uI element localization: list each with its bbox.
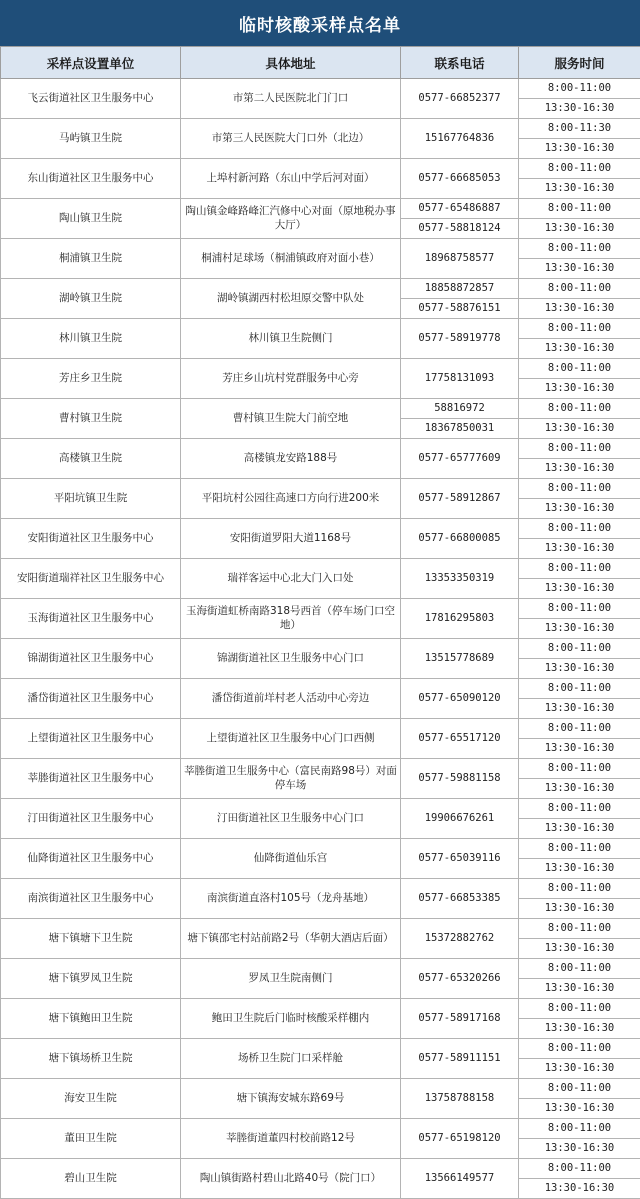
site-unit: 南滨街道社区卫生服务中心 [1,879,181,919]
site-phone-secondary: 0577-58876151 [401,299,519,319]
service-time-afternoon: 13:30-16:30 [519,179,640,199]
header-service-time: 服务时间 [519,47,640,79]
site-phone: 15372882762 [401,919,519,959]
site-unit: 塘下镇场桥卫生院 [1,1039,181,1079]
service-time-afternoon: 13:30-16:30 [519,299,640,319]
service-time-morning: 8:00-11:00 [519,759,640,779]
site-address: 林川镇卫生院侧门 [181,319,401,359]
site-address: 芳庄乡山坑村党群服务中心旁 [181,359,401,399]
site-phone: 0577-59881158 [401,759,519,799]
table-row [1,919,640,939]
site-address: 仙降街道仙乐宫 [181,839,401,879]
table-row [1,279,640,299]
site-phone: 0577-65777609 [401,439,519,479]
table-row [1,679,640,699]
site-unit: 上望街道社区卫生服务中心 [1,719,181,759]
table-row [1,599,640,619]
site-address: 玉海街道虹桥南路318号西首（停车场门口空地） [181,599,401,639]
service-time-morning: 8:00-11:00 [519,679,640,699]
site-phone: 13353350319 [401,559,519,599]
table-row [1,479,640,499]
site-phone: 0577-65320266 [401,959,519,999]
table-row [1,1159,640,1179]
service-time-morning: 8:00-11:00 [519,319,640,339]
site-unit: 汀田街道社区卫生服务中心 [1,799,181,839]
service-time-afternoon: 13:30-16:30 [519,619,640,639]
service-time-morning: 8:00-11:00 [519,959,640,979]
service-time-morning: 8:00-11:00 [519,239,640,259]
site-phone-secondary: 18367850031 [401,419,519,439]
site-address: 陶山镇街路村碧山北路40号（院门口） [181,1159,401,1199]
service-time-morning: 8:00-11:00 [519,359,640,379]
service-time-morning: 8:00-11:00 [519,1159,640,1179]
site-phone: 58816972 [401,399,519,419]
service-time-morning: 8:00-11:00 [519,639,640,659]
site-phone-secondary: 0577-58818124 [401,219,519,239]
service-time-afternoon: 13:30-16:30 [519,1059,640,1079]
page-title: 临时核酸采样点名单 [0,0,640,46]
service-time-morning: 8:00-11:00 [519,559,640,579]
header-address: 具体地址 [181,47,401,79]
site-unit: 林川镇卫生院 [1,319,181,359]
site-address: 罗凤卫生院南侧门 [181,959,401,999]
service-time-afternoon: 13:30-16:30 [519,739,640,759]
site-phone: 13758788158 [401,1079,519,1119]
site-unit: 高楼镇卫生院 [1,439,181,479]
service-time-morning: 8:00-11:00 [519,1079,640,1099]
service-time-afternoon: 13:30-16:30 [519,979,640,999]
table-row [1,239,640,259]
service-time-afternoon: 13:30-16:30 [519,899,640,919]
service-time-morning: 8:00-11:00 [519,519,640,539]
site-unit: 东山街道社区卫生服务中心 [1,159,181,199]
table-row [1,639,640,659]
site-address: 塘下镇海安城东路69号 [181,1079,401,1119]
service-time-morning: 8:00-11:00 [519,1119,640,1139]
site-phone: 0577-66685053 [401,159,519,199]
site-unit: 海安卫生院 [1,1079,181,1119]
service-time-afternoon: 13:30-16:30 [519,579,640,599]
site-unit: 湖岭镇卫生院 [1,279,181,319]
service-time-afternoon: 13:30-16:30 [519,779,640,799]
table-row [1,879,640,899]
site-phone: 17758131093 [401,359,519,399]
table-row [1,159,640,179]
table-row [1,839,640,859]
site-phone: 15167764836 [401,119,519,159]
service-time-morning: 8:00-11:00 [519,839,640,859]
service-time-afternoon: 13:30-16:30 [519,459,640,479]
site-unit: 安阳街道社区卫生服务中心 [1,519,181,559]
site-unit: 芳庄乡卫生院 [1,359,181,399]
site-phone: 0577-58911151 [401,1039,519,1079]
site-unit: 锦湖街道社区卫生服务中心 [1,639,181,679]
service-time-morning: 8:00-11:00 [519,199,640,219]
site-unit: 莘塍街道社区卫生服务中心 [1,759,181,799]
site-address: 市第三人民医院大门口外（北边） [181,119,401,159]
table-row [1,439,640,459]
site-phone: 0577-65486887 [401,199,519,219]
table-row [1,799,640,819]
site-unit: 塘下镇罗凤卫生院 [1,959,181,999]
site-unit: 陶山镇卫生院 [1,199,181,239]
site-phone: 19906676261 [401,799,519,839]
table-row [1,1079,640,1099]
service-time-morning: 8:00-11:00 [519,399,640,419]
service-time-morning: 8:00-11:00 [519,479,640,499]
service-time-afternoon: 13:30-16:30 [519,419,640,439]
site-address: 汀田街道社区卫生服务中心门口 [181,799,401,839]
table-row [1,319,640,339]
site-unit: 碧山卫生院 [1,1159,181,1199]
table-row [1,79,640,99]
service-time-morning: 8:00-11:00 [519,279,640,299]
site-address: 平阳坑村公园往高速口方向行进200米 [181,479,401,519]
site-address: 潘岱街道前垟村老人活动中心旁边 [181,679,401,719]
site-address: 场桥卫生院门口采样舱 [181,1039,401,1079]
site-phone: 0577-65090120 [401,679,519,719]
site-address: 锦湖街道社区卫生服务中心门口 [181,639,401,679]
site-unit: 玉海街道社区卫生服务中心 [1,599,181,639]
service-time-afternoon: 13:30-16:30 [519,1019,640,1039]
service-time-afternoon: 13:30-16:30 [519,499,640,519]
table-row [1,199,640,219]
site-unit: 潘岱街道社区卫生服务中心 [1,679,181,719]
site-phone: 13515778689 [401,639,519,679]
table-row [1,559,640,579]
table-body [1,79,640,1199]
site-unit: 塘下镇鲍田卫生院 [1,999,181,1039]
site-address: 鲍田卫生院后门临时核酸采样棚内 [181,999,401,1039]
header-unit: 采样点设置单位 [1,47,181,79]
table-row [1,359,640,379]
service-time-afternoon: 13:30-16:30 [519,819,640,839]
site-phone: 0577-65198120 [401,1119,519,1159]
table-row [1,119,640,139]
site-phone: 0577-65517120 [401,719,519,759]
service-time-afternoon: 13:30-16:30 [519,539,640,559]
service-time-afternoon: 13:30-16:30 [519,379,640,399]
service-time-afternoon: 13:30-16:30 [519,699,640,719]
service-time-afternoon: 13:30-16:30 [519,939,640,959]
service-time-morning: 8:00-11:00 [519,159,640,179]
site-unit: 马屿镇卫生院 [1,119,181,159]
service-time-morning: 8:00-11:00 [519,799,640,819]
site-address: 安阳街道罗阳大道1168号 [181,519,401,559]
site-address: 桐浦村足球场（桐浦镇政府对面小巷） [181,239,401,279]
site-address: 上望街道社区卫生服务中心门口西侧 [181,719,401,759]
service-time-afternoon: 13:30-16:30 [519,859,640,879]
site-address: 曹村镇卫生院大门前空地 [181,399,401,439]
site-unit: 桐浦镇卫生院 [1,239,181,279]
service-time-afternoon: 13:30-16:30 [519,1099,640,1119]
sampling-sites-table [0,46,640,1199]
table-row [1,959,640,979]
table-row [1,719,640,739]
service-time-morning: 8:00-11:00 [519,719,640,739]
service-time-morning: 8:00-11:00 [519,999,640,1019]
site-address: 湖岭镇湖西村松坦原交警中队处 [181,279,401,319]
site-unit: 安阳街道瑞祥社区卫生服务中心 [1,559,181,599]
site-unit: 仙降街道社区卫生服务中心 [1,839,181,879]
service-time-morning: 8:00-11:00 [519,1039,640,1059]
site-address: 莘塍街道卫生服务中心（富民南路98号）对面停车场 [181,759,401,799]
site-address: 市第二人民医院北门门口 [181,79,401,119]
site-phone: 13566149577 [401,1159,519,1199]
service-time-afternoon: 13:30-16:30 [519,139,640,159]
table-row [1,399,640,419]
site-address: 陶山镇金峰路峰汇汽修中心对面（原地税办事大厅） [181,199,401,239]
table-row [1,1119,640,1139]
service-time-afternoon: 13:30-16:30 [519,219,640,239]
service-time-afternoon: 13:30-16:30 [519,1139,640,1159]
service-time-afternoon: 13:30-16:30 [519,259,640,279]
site-unit: 平阳坑镇卫生院 [1,479,181,519]
site-phone: 17816295803 [401,599,519,639]
site-phone: 0577-58912867 [401,479,519,519]
site-phone: 0577-66852377 [401,79,519,119]
service-time-morning: 8:00-11:00 [519,79,640,99]
site-phone: 0577-65039116 [401,839,519,879]
service-time-morning: 8:00-11:00 [519,439,640,459]
header-phone: 联系电话 [401,47,519,79]
site-unit: 飞云街道社区卫生服务中心 [1,79,181,119]
service-time-morning: 8:00-11:00 [519,879,640,899]
table-row [1,1039,640,1059]
table-row [1,999,640,1019]
site-address: 高楼镇龙安路188号 [181,439,401,479]
service-time-morning: 8:00-11:00 [519,919,640,939]
site-address: 上埠村新河路（东山中学后河对面） [181,159,401,199]
site-unit: 塘下镇塘下卫生院 [1,919,181,959]
site-unit: 曹村镇卫生院 [1,399,181,439]
table-row [1,519,640,539]
header-row [1,47,640,79]
site-address: 莘塍街道董四村校前路12号 [181,1119,401,1159]
service-time-afternoon: 13:30-16:30 [519,659,640,679]
site-phone: 18968758577 [401,239,519,279]
service-time-afternoon: 13:30-16:30 [519,339,640,359]
site-phone: 0577-66853385 [401,879,519,919]
service-time-afternoon: 13:30-16:30 [519,99,640,119]
site-address: 瑞祥客运中心北大门入口处 [181,559,401,599]
site-phone: 0577-66800085 [401,519,519,559]
site-address: 南滨街道直洛村105号（龙舟基地） [181,879,401,919]
service-time-afternoon: 13:30-16:30 [519,1179,640,1199]
site-phone: 18858872857 [401,279,519,299]
service-time-morning: 8:00-11:00 [519,599,640,619]
service-time-morning: 8:00-11:30 [519,119,640,139]
site-phone: 0577-58917168 [401,999,519,1039]
site-address: 塘下镇邵宅村站前路2号（华朝大酒店后面） [181,919,401,959]
table-row [1,759,640,779]
site-unit: 董田卫生院 [1,1119,181,1159]
site-phone: 0577-58919778 [401,319,519,359]
